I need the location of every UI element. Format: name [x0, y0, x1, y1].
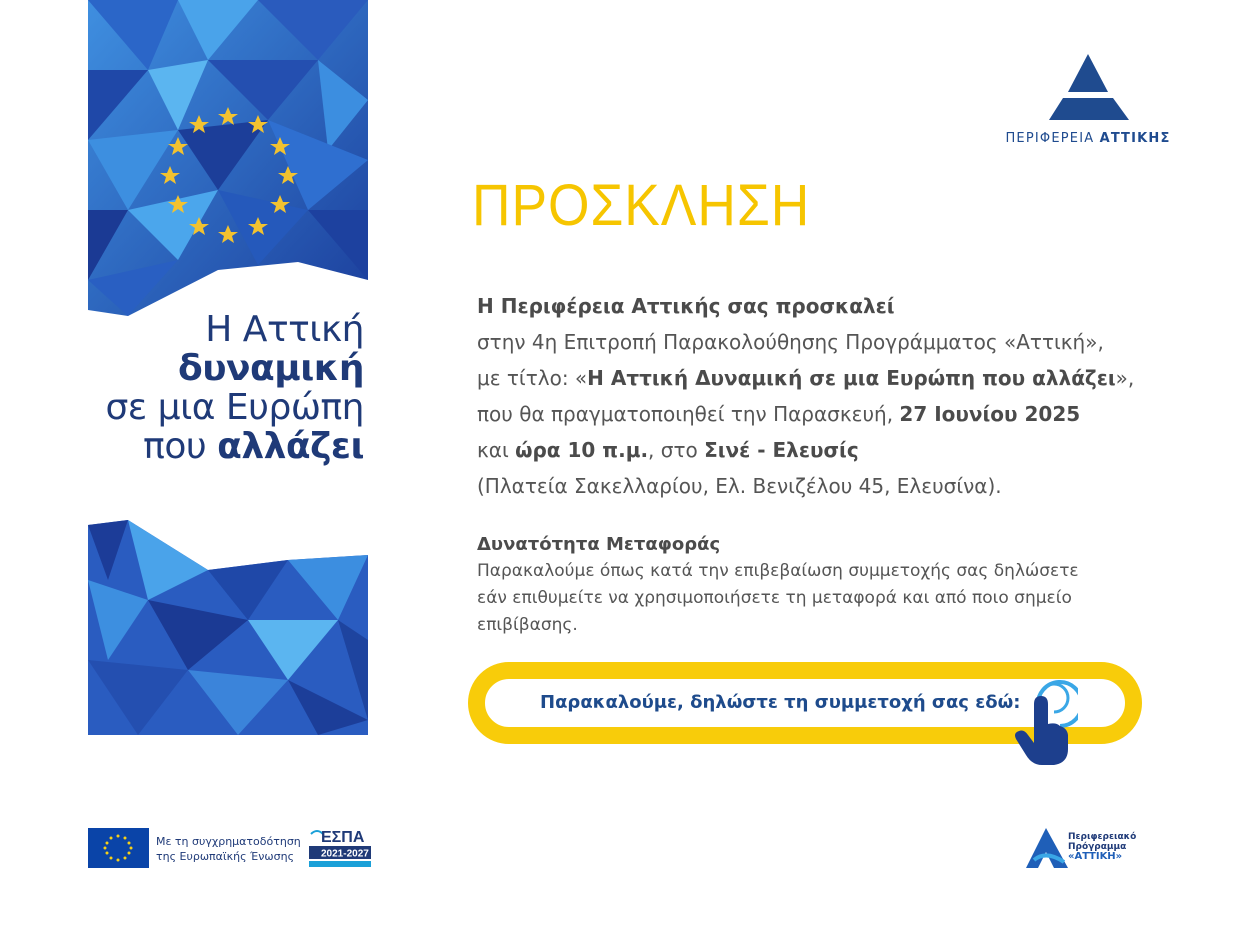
eu-text-line-1: Με τη συγχρηματοδότηση	[156, 835, 301, 848]
invite-line-3-a: με τίτλο: «	[477, 366, 588, 390]
eu-cofunding-text	[156, 834, 301, 864]
slogan	[88, 310, 364, 466]
eu-polygon-artwork-top	[88, 0, 368, 316]
invite-line-3-c: »,	[1115, 366, 1135, 390]
logo-text-bold: ΑΤΤΙΚΗΣ	[1099, 131, 1171, 146]
espa-logo-icon	[307, 826, 373, 870]
invitation-text	[477, 288, 1177, 504]
invite-line-5	[477, 432, 1177, 468]
invite-line-1-bold: Η Περιφέρεια Αττικής σας προσκαλεί	[477, 294, 895, 318]
region-programme-line-1: Περιφερειακό	[1068, 832, 1137, 842]
region-programme-line-3: «ΑΤΤΙΚΗ»	[1068, 851, 1123, 862]
region-logo-text	[1003, 131, 1173, 146]
invite-line-3	[477, 360, 1177, 396]
espa-years: 2021-2027	[321, 848, 369, 860]
event-time: ώρα 10 π.μ.	[515, 438, 649, 462]
slogan-line-2: δυναμική	[177, 348, 364, 389]
regional-programme-logo	[1024, 826, 1144, 870]
invite-line-5-a: και	[477, 438, 516, 462]
invite-line-4-a: που θα πραγματοποιηθεί την Παρασκευή,	[477, 402, 900, 426]
regional-programme-icon	[1024, 826, 1070, 870]
slogan-line-3: σε μια Ευρώπη	[105, 387, 364, 428]
eu-flag-icon	[88, 828, 149, 868]
rsvp-button-label: Παρακαλούμε, δηλώστε τη συμμετοχή σας εδώ:	[540, 692, 1021, 713]
logo-text-regular: ΠΕΡΙΦΕΡΕΙΑ	[1005, 131, 1100, 146]
espa-title: ΕΣΠΑ	[321, 829, 365, 846]
transport-section	[477, 531, 1157, 639]
hand-pointer-icon[interactable]	[1008, 676, 1078, 768]
invite-line-1	[477, 288, 1177, 324]
invite-line-4	[477, 396, 1177, 432]
invite-line-6: (Πλατεία Σακελλαρίου, Ελ. Βενιζέλου 45, Ελευσίνα).	[477, 474, 1002, 498]
eu-text-line-2: της Ευρωπαϊκής Ένωσης	[156, 850, 295, 863]
slogan-line-4-b: αλλάζει	[217, 426, 364, 467]
transport-line-2: εάν επιθυμείτε να χρησιμοποιήσετε τη μεταφορά και από ποιο σημείο	[477, 588, 1072, 608]
transport-line-3: επιβίβασης.	[477, 615, 578, 635]
page-title: ΠΡΟΣΚΛΗΣΗ	[472, 173, 811, 238]
invite-line-2: στην 4η Επιτροπή Παρακολούθησης Προγράμματος «Αττική»,	[477, 330, 1104, 354]
event-title: Η Αττική Δυναμική σε μια Ευρώπη που αλλάζει	[587, 366, 1116, 390]
region-programme-line-2: Πρόγραμμα	[1068, 842, 1127, 852]
slogan-line-4-a: που	[143, 426, 218, 467]
eu-polygon-artwork-bottom	[88, 520, 368, 735]
transport-heading: Δυνατότητα Μεταφοράς	[477, 534, 721, 555]
slogan-line-1: Η Αττική	[205, 309, 364, 350]
event-date: 27 Ιουνίου 2025	[899, 402, 1081, 426]
transport-line-1: Παρακαλούμε όπως κατά την επιβεβαίωση συμμετοχής σας δηλώσετε	[477, 561, 1079, 581]
invite-line-5-c: , στο	[648, 438, 705, 462]
slogan-line-4	[88, 427, 364, 466]
event-venue: Σινέ - Ελευσίς	[704, 438, 859, 462]
